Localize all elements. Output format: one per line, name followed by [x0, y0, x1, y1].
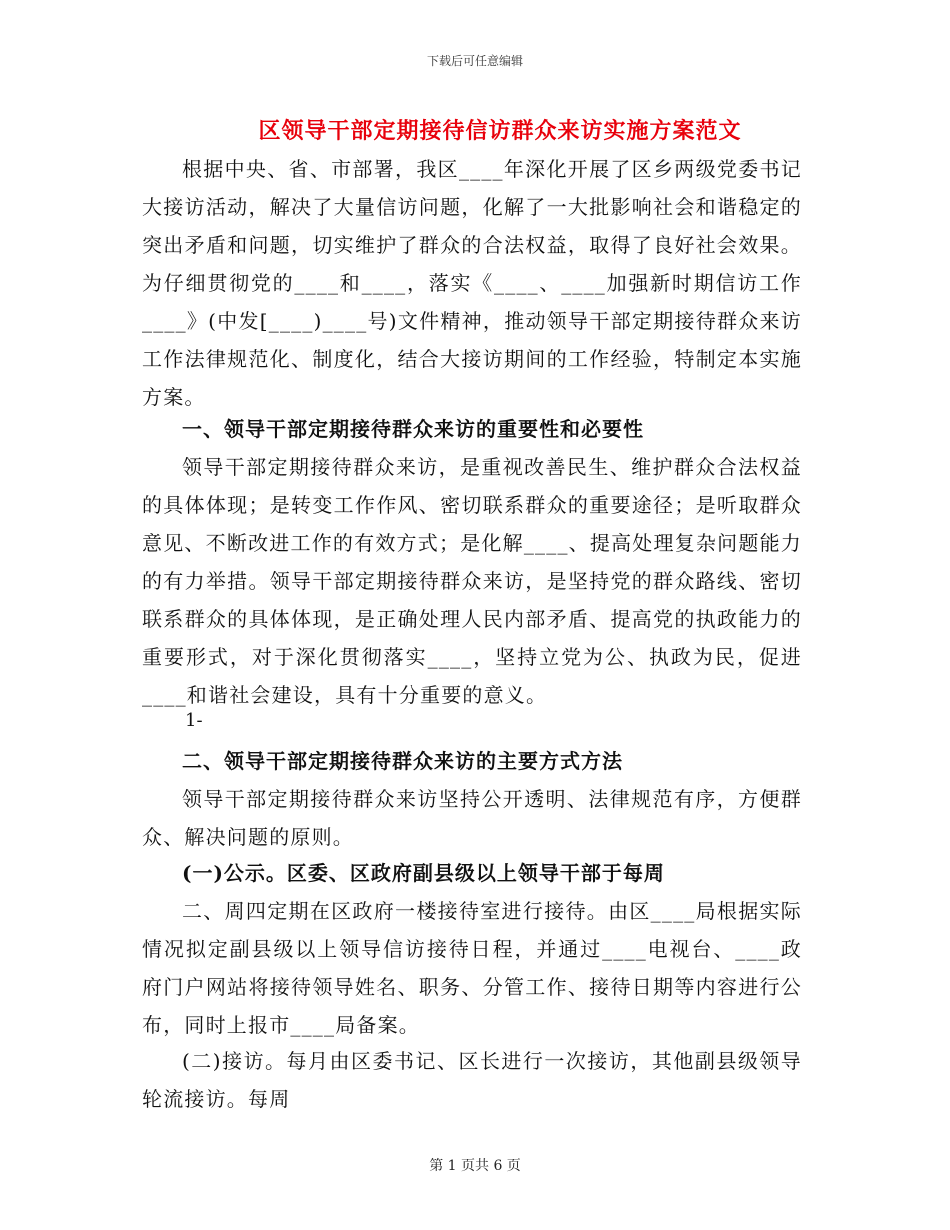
- section1-paragraph-block: [142, 448, 802, 714]
- inline-page-marker: 1-: [185, 710, 203, 731]
- section2-paragraph: 领导干部定期接待群众来访坚持公开透明、法律规范有序，方便群众、解决问题的原则。: [142, 787, 802, 849]
- subsection2-paragraph: (二)接访。每月由区委书记、区长进行一次接访，其他副县级领导轮流接访。每周: [142, 1049, 802, 1111]
- page-footer: 第 1 页共 6 页: [429, 1158, 521, 1174]
- subsection1-heading-block: [142, 854, 802, 892]
- subsection1-paragraph-block: [142, 892, 802, 1044]
- section2-heading-block: [142, 742, 802, 780]
- section1-heading-block: [142, 410, 802, 448]
- intro-paragraph: 根据中央、省、市部署，我区____年深化开展了区乡两级党委书记大接访活动，解决了大量信访问题，化解了一大批影响社会和谐稳定的突出矛盾和问题，切实维护了群众的合法权益，取得了良好社会效果。为仔细贯彻党的____和____，落实《____、____加强新时期信访工作____》(中发[____)____号)文件精神，推动领导干部定期接待群众来访工作法律规范化、制度化，结合大接访期间的工作经验，特制定本实施方案。: [142, 157, 802, 409]
- document-title: 区领导干部定期接待信访群众来访实施方案范文: [258, 118, 742, 144]
- intro-paragraph-block: [142, 150, 802, 416]
- header-note: 下载后可任意编辑: [426, 54, 523, 68]
- section2-heading: 二、领导干部定期接待群众来访的主要方式方法: [182, 749, 623, 773]
- section2-paragraph-block: [142, 780, 802, 856]
- subsection1-heading: (一)公示。区委、区政府副县级以上领导干部于每周: [182, 861, 665, 885]
- subsection1-paragraph: 二、周四定期在区政府一楼接待室进行接待。由区____局根据实际情况拟定副县级以上领导信访接待日程，并通过____电视台、____政府门户网站将接待领导姓名、职务、分管工作、接待日期等内容进行公布，同时上报市____局备案。: [142, 899, 802, 1037]
- subsection2-paragraph-block: [142, 1042, 802, 1118]
- section1-paragraph: 领导干部定期接待群众来访，是重视改善民生、维护群众合法权益的具体体现；是转变工作作风、密切联系群众的重要途径；是听取群众意见、不断改进工作的有效方式；是化解____、提高处理复杂问题能力的有力举措。领导干部定期接待群众来访，是坚持党的群众路线、密切联系群众的具体体现，是正确处理人民内部矛盾、提高党的执政能力的重要形式，对于深化贯彻落实____，坚持立党为公、执政为民，促进____和谐社会建设，具有十分重要的意义。: [142, 455, 802, 707]
- section1-heading: 一、领导干部定期接待群众来访的重要性和必要性: [182, 417, 644, 441]
